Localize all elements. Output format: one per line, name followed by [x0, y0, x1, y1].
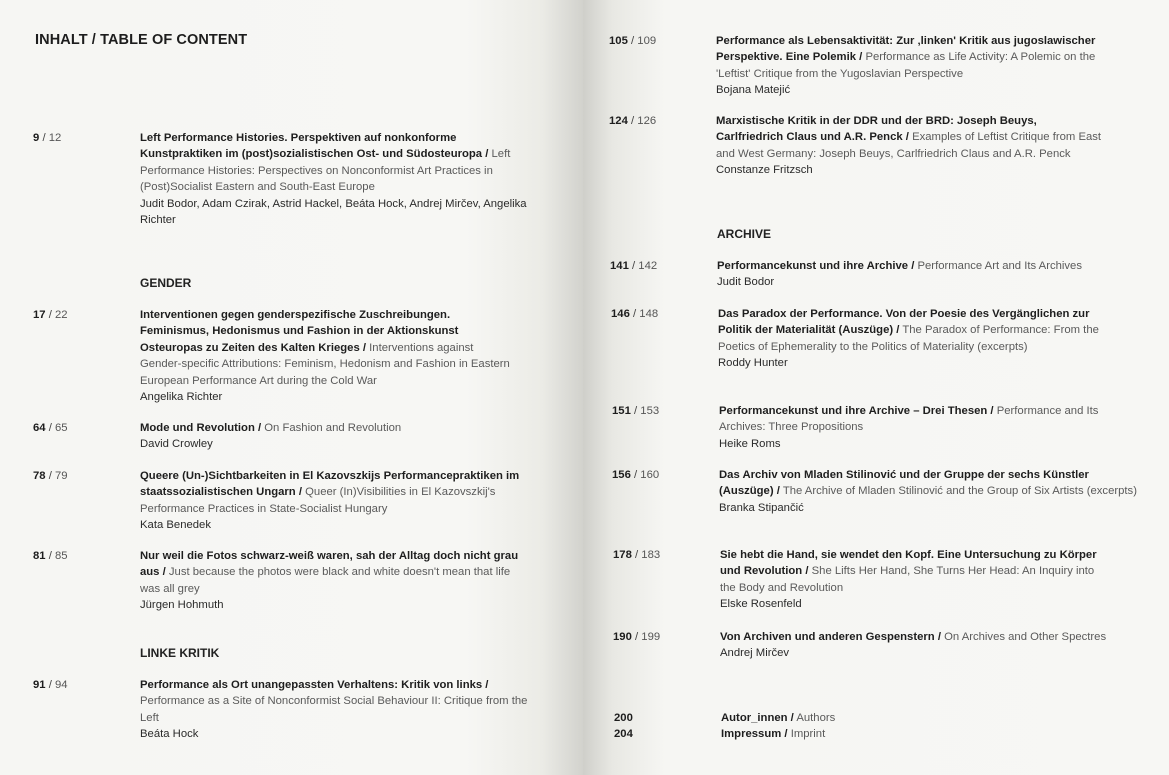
section-heading-gender: GENDER [140, 276, 192, 290]
toc-entry: Mode und Revolution / On Fashion and Revolution David Crowley [140, 422, 402, 451]
page-numbers: 178 / 183 [613, 549, 661, 561]
page-numbers: 200 [614, 712, 633, 724]
page-heading: INHALT / TABLE OF CONTENT [35, 32, 248, 48]
page-numbers: 17 / 22 [33, 309, 68, 321]
page-numbers: 151 / 153 [612, 405, 660, 417]
page-numbers: 105 / 109 [609, 35, 657, 47]
toc-entry: Left Performance Histories. Perspektiven auf nonkonforme Kunstpraktiken im (post)sozialistischen Ost- und Südosteuropa / Left Performance Histories: Perspectives on Nonconformist Art Practices in (Post)Socialist Eastern and South-East Europe Judit Bodor, Adam Czirak, Astrid Hackel, Beáta Hock, Andrej Mirčev, Angelika Richter [140, 132, 527, 227]
page-numbers: 141 / 142 [610, 260, 658, 272]
toc-entry: Interventionen gegen genderspezifische Zuschreibungen. Feminismus, Hedonismus und Fashion in der Aktionskunst Osteuropas zu Zeiten des Kalten Krieges / Interventions against Gender-specific Attributions: Feminism, Hedonism and Fashion in Eastern European Performance Art during the Cold War Angelika Richter [140, 309, 510, 404]
toc-entry: Das Archiv von Mladen Stilinović und der Gruppe der sechs Künstler (Auszüge) / The Archive of Mladen Stilinović and the Group of Six Artists (excerpts) Branka Stipančić [719, 469, 1137, 514]
page-numbers: 156 / 160 [612, 469, 660, 481]
page-numbers: 204 [614, 728, 633, 740]
toc-entry: Autor_innen / Authors [721, 712, 836, 724]
toc-entry: Das Paradox der Performance. Von der Poesie des Vergänglichen zur Politik der Materialität (Auszüge) / The Paradox of Performance: From the Poetics of Ephemerality to the Politics of Materiality (excerpts) Roddy Hunter [718, 308, 1099, 370]
left-page [0, 0, 583, 775]
toc-entry: Sie hebt die Hand, sie wendet den Kopf. Eine Untersuchung zu Körper und Revolution / She Lifts Her Hand, She Turns Her Head: An Inquiry into the Body and Revolution Elske Rosenfeld [720, 549, 1097, 611]
toc-entry: Von Archiven und anderen Gespenstern / On Archives and Other Spectres Andrej Mirčev [720, 631, 1107, 660]
toc-entry: Impressum / Imprint [721, 728, 826, 740]
page-numbers: 64 / 65 [33, 422, 68, 434]
page-numbers: 190 / 199 [613, 631, 661, 643]
toc-entry: Nur weil die Fotos schwarz-weiß waren, sah der Alltag doch nicht grau aus / Just because the photos were black and white doesn't mean that life was all grey Jürgen Hohmuth [140, 550, 519, 612]
page-numbers: 9 / 12 [33, 132, 62, 144]
toc-entry: Marxistische Kritik in der DDR und der BRD: Joseph Beuys, Carlfriedrich Claus und A.R. Penck / Examples of Leftist Critique from East and West Germany: Joseph Beuys, Carlfriedrich Claus and A.R. Penck Constanze Fritzsch [716, 115, 1102, 177]
page-numbers: 81 / 85 [33, 550, 68, 562]
page-numbers: 78 / 79 [33, 470, 68, 482]
toc-entry: Performancekunst und ihre Archive – Drei Thesen / Performance and Its Archives: Three Propositions Heike Roms [719, 405, 1099, 450]
toc-entry: Performance als Ort unangepassten Verhaltens: Kritik von links / Performance as a Site of Nonconformist Social Behaviour II: Critique from the Left Beáta Hock [140, 679, 528, 741]
page-numbers: 124 / 126 [609, 115, 657, 127]
section-heading-archive: ARCHIVE [717, 227, 772, 241]
toc-entry: Performancekunst und ihre Archive / Performance Art and Its Archives Judit Bodor [717, 260, 1082, 289]
right-page [583, 0, 1169, 775]
page-numbers: 91 / 94 [33, 679, 68, 691]
section-heading-linke-kritik: LINKE KRITIK [140, 646, 220, 660]
toc-entry: Queere (Un-)Sichtbarkeiten in El Kazovszkijs Performancepraktiken im staatssozialistischen Ungarn / Queer (In)Visibilities in El Kazovszkij's Performance Practices in State-Socialist Hungary Kata Benedek [140, 470, 520, 532]
toc-entry: Performance als Lebensaktivität: Zur ‚linken' Kritik aus jugoslawischer Perspektive. Eine Polemik / Performance as Life Activity: A Polemic on the 'Leftist' Critique from the Yugoslavian Perspective Bojana Matejić [716, 35, 1096, 97]
page-numbers: 146 / 148 [611, 308, 659, 320]
